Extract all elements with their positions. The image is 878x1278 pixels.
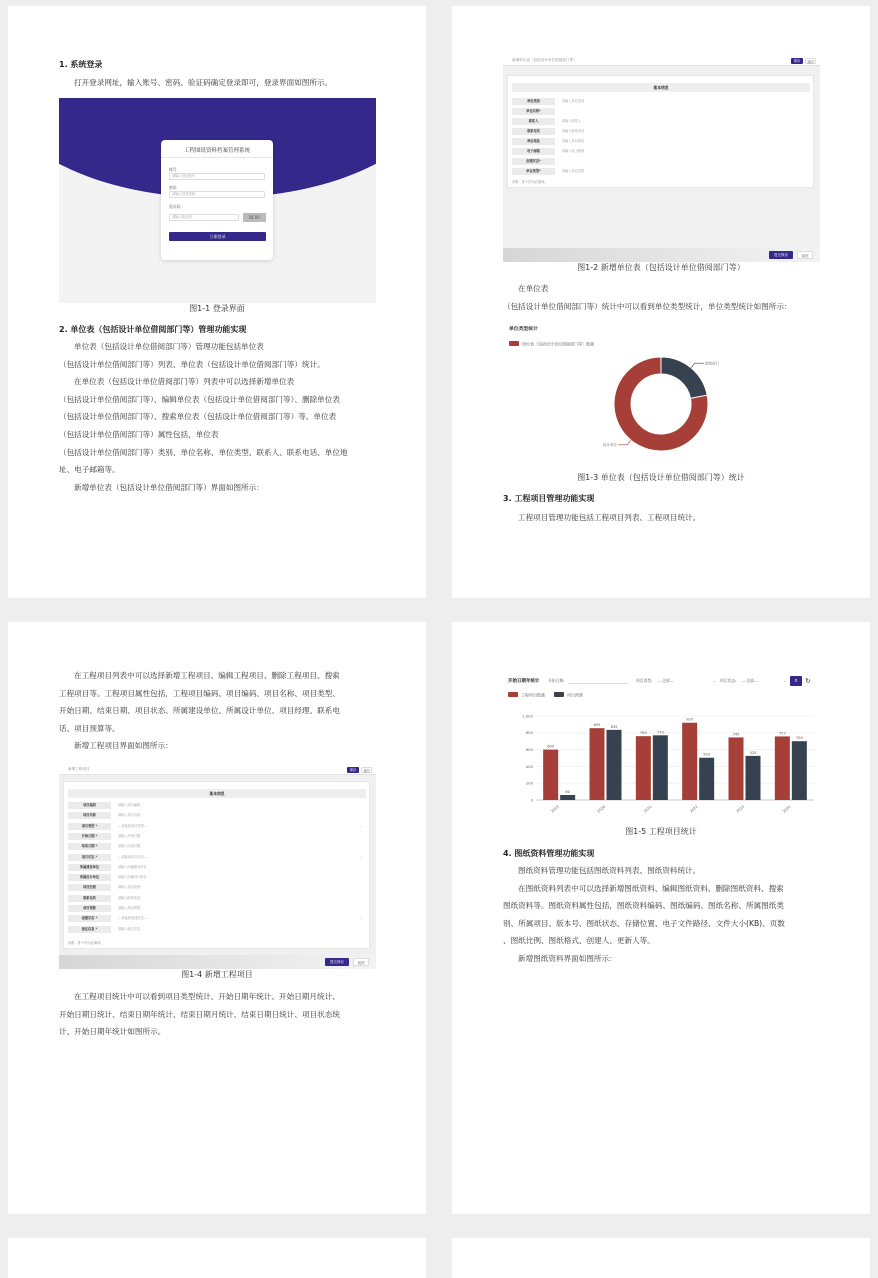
figure-1-4-caption: 图1-4 新增工程项目 (181, 970, 253, 979)
project-form-row-label: 结束日期 * (68, 843, 111, 850)
project-form-topbar (59, 765, 376, 775)
section-1-title: 1. 系统登录 (59, 60, 103, 69)
unit-type-pie-chart (503, 322, 820, 457)
bar-0-1 (590, 728, 605, 800)
unit-form-footer (503, 248, 820, 262)
bar-1-1 (607, 730, 622, 800)
bar-data-label: 770 (656, 730, 664, 735)
bar-legend-swatch-0 (508, 692, 518, 697)
project-form-row-input[interactable]: 请输入结束日期 (118, 844, 141, 849)
bar-legend-swatch-1 (554, 692, 564, 697)
search-icon[interactable]: ⌕ (790, 676, 802, 686)
stat-filter-bar (508, 676, 813, 688)
bar-1-0 (560, 795, 575, 800)
unit-form-topbar (503, 56, 820, 66)
filter-status-label: 项目状态: (720, 678, 737, 683)
project-intro-line: 话、项目预算等。 (59, 723, 120, 733)
y-tick-label: 200 (525, 780, 533, 786)
filter-type-select[interactable] (658, 678, 716, 684)
x-tick-label: 2023 (735, 804, 746, 814)
project-form-row-input[interactable]: 请输入联系电话 (118, 895, 141, 900)
login-title: 工程图纸资料档案管理系统 (183, 148, 250, 154)
section-4-title: 4. 图纸资料管理功能实现 (503, 849, 595, 858)
project-form-row-label: 所属建设单位 (68, 864, 111, 871)
unit-form-row (512, 158, 810, 165)
project-form-row-input[interactable]: ---请选择创建状态--- (118, 916, 148, 921)
unit-form-row-label: 创建状态* (512, 158, 555, 165)
unit-form-row (512, 138, 810, 145)
refresh-icon[interactable]: ↻ (805, 677, 811, 685)
document-page-3 (8, 622, 426, 1214)
bar-1-4 (746, 756, 761, 800)
project-form-back-button[interactable]: 返回 (361, 767, 372, 773)
unit-form-row-input[interactable]: 请输入单位地址 (562, 139, 585, 143)
unit-form-section-title: 基本信息 (512, 83, 810, 92)
figure-1-3-caption: 图1-3 单位表（包括设计单位借阅部门等）统计 (577, 473, 745, 482)
filter-date-label: 开始日期: (548, 678, 565, 683)
section-3-text: 工程项目管理功能包括工程项目列表、工程项目统计。 (518, 513, 701, 522)
bar-data-label: 855 (593, 723, 601, 728)
login-screenshot (59, 98, 376, 303)
captcha-input[interactable]: 请输入验证码 (169, 214, 239, 221)
bar-data-label: 920 (686, 717, 694, 722)
bar-1-2 (653, 735, 668, 800)
pie-label-line-0 (691, 363, 704, 368)
project-form-row-input[interactable]: 请输入项目经理 (118, 885, 141, 890)
project-form-row-label: 所属设计单位 (68, 874, 111, 881)
project-start-year-bar-chart (508, 690, 820, 820)
project-form-row-label: 项目类型 * (68, 823, 111, 830)
section-2-title: 2. 单位表（包括设计单位借阅部门等）管理功能实现 (59, 325, 247, 334)
project-form-row (68, 812, 366, 819)
filter-status-select[interactable] (742, 678, 786, 684)
section-2-line: 单位表（包括设计单位借阅部门等）管理功能包括单位表 (74, 342, 264, 351)
captcha-image[interactable]: BCXP (243, 213, 266, 222)
project-stat-line: 在工程项目统计中可以看到项目类型统计、开始日期年统计、开始日期月统计、 (74, 992, 340, 1001)
x-tick-label: 2022 (689, 804, 699, 814)
unit-form-row-label: 单位名称* (512, 108, 555, 115)
unit-form-return-button[interactable]: 返回 (797, 251, 813, 259)
unit-form-row-label: 单位类型* (512, 168, 555, 175)
project-form-row-label: 创建状态 * (68, 915, 111, 922)
document-page-6 (452, 1238, 870, 1278)
project-form-row-label: 联系电话 (68, 895, 111, 902)
project-form-screenshot (59, 765, 376, 969)
chevron-down-icon: ⌄ (712, 678, 716, 683)
unit-form-row (512, 148, 810, 155)
bar-data-label: 745 (732, 732, 740, 737)
pie-label-line-1 (618, 440, 631, 445)
password-input[interactable]: 请输入登录密码 (169, 191, 265, 198)
bar-1-5 (792, 741, 807, 800)
unit-form-row (512, 98, 810, 105)
project-form-row (68, 802, 366, 809)
unit-form-submit-button[interactable]: 提交保存 (769, 251, 793, 259)
project-form-row (68, 854, 366, 861)
x-tick-label: 2021 (642, 804, 653, 814)
drawing-intro-line: 新增图纸资料界面如图所示： (518, 953, 617, 963)
unit-form-row-input[interactable]: 请输入单位类型 (562, 169, 585, 173)
project-form-note: 说明：带 * 的为必填项。 (68, 941, 104, 945)
unit-stat-text: 在单位表 (518, 284, 549, 293)
bar-0-5 (775, 736, 790, 800)
project-form-row (68, 926, 366, 933)
stat-filter-title: 开始日期年统计 (508, 679, 540, 684)
bar-data-label: 503 (703, 752, 711, 757)
section-2-line: 址、电子邮箱等。 (59, 465, 120, 475)
bar-0-0 (543, 750, 558, 800)
x-tick-label: 2019 (550, 804, 560, 814)
project-form-row (68, 915, 366, 922)
project-form-row-input[interactable]: 请输入项目预算 (118, 906, 141, 910)
project-form-row-input[interactable]: 请输入项目名称 (118, 813, 141, 818)
document-page-5 (8, 1238, 426, 1278)
section-2-line: 在单位表（包括设计单位借阅部门等）列表中可以选择新增单位表 (74, 377, 295, 387)
project-form-row-input[interactable]: 请输入所属设计单位 (118, 875, 147, 880)
login-divider (161, 157, 273, 158)
figure-1-5-caption: 图1-5 工程项目统计 (625, 827, 697, 836)
filter-date-input[interactable] (568, 677, 628, 684)
section-2-line: （包括设计单位借阅部门等）属性包括，单位表 (59, 429, 219, 439)
project-form-row (68, 823, 366, 830)
project-form-footer (59, 955, 376, 969)
project-form-row (68, 833, 366, 840)
filter-type-value: ---全部--- (658, 678, 674, 683)
project-form-row-input[interactable]: 请输入备注信息 (118, 926, 141, 931)
x-tick-label: 2020 (596, 804, 607, 814)
drawing-intro-line: 在图纸资料列表中可以选择新增图纸资料、编辑图纸资料、删除图纸资料、搜索 (518, 883, 784, 893)
drawing-intro-line: 图纸资料等。图纸资料属性包括，图纸资料编码、图纸编码、图纸名称、所属图纸类 (503, 901, 784, 911)
figure-1-2-caption: 图1-2 新增单位表（包括设计单位借阅部门等） (577, 263, 745, 272)
project-stat-line: 开始日期日统计、结束日期年统计、结束日期月统计、结束日期日统计、项目状态统 (59, 1009, 340, 1019)
project-form-title: 新增工程项目 (68, 767, 90, 771)
unit-form-row-label: 单位类别 (512, 98, 555, 105)
bar-data-label: 757 (778, 731, 786, 736)
pie-chart-title: 单位类型统计 (509, 327, 538, 332)
figure-1-1-caption: 图1-1 登录界面 (189, 304, 245, 313)
project-form-row (68, 905, 366, 912)
unit-form-save-button[interactable]: 保存 (791, 58, 803, 64)
bar-0-4 (729, 737, 744, 800)
login-card (161, 140, 273, 260)
project-form-row-input[interactable]: ---请选择项目类型--- (118, 823, 148, 828)
project-form-row (68, 895, 366, 902)
y-tick-label: 400 (525, 763, 533, 769)
project-form-row-label: 项目经理 (68, 884, 111, 891)
project-form-row (68, 874, 366, 881)
account-label: 账号 (169, 167, 177, 172)
unit-form-row (512, 128, 810, 135)
unit-form-title: 新增单位表（包括设计单位借阅部门等） (512, 58, 577, 62)
project-form-row-label: 备注信息 * (68, 926, 111, 933)
y-tick-label: 600 (525, 747, 533, 752)
captcha-label: 验证码 (169, 204, 181, 209)
chevron-down-icon: ⌄ (359, 854, 362, 859)
unit-form-row-input[interactable]: 请输入联系人 (562, 119, 582, 123)
bar-data-label: 600 (547, 744, 555, 749)
account-input[interactable]: 请输入登录账号 (169, 173, 265, 180)
password-label: 密码 (169, 185, 177, 190)
unit-form-row-input[interactable]: 请输入电子邮箱 (562, 149, 585, 153)
filter-type-label: 项目类型: (636, 678, 653, 683)
unit-form-note: 说明：带 * 的为必填项。 (512, 180, 548, 184)
bar-legend-label-0: 工程项目数量 (521, 692, 545, 698)
project-form-return-button[interactable]: 返回 (353, 958, 369, 966)
bar-data-label: 700 (795, 736, 803, 741)
unit-form-row-label: 电子邮箱 (512, 148, 555, 155)
bar-data-label: 835 (610, 724, 618, 729)
project-form-save-button[interactable]: 保存 (347, 767, 359, 773)
bar-data-label: 525 (749, 750, 757, 755)
y-tick-label: 0 (530, 797, 533, 803)
project-form-row-label: 项目编码 (68, 802, 111, 809)
unit-form-row-label: 单位地址 (512, 138, 555, 145)
y-tick-label: 1,000 (522, 713, 533, 719)
chevron-down-icon: ⌄ (359, 916, 362, 921)
project-form-row-input[interactable]: 请输入项目编码 (118, 803, 141, 807)
unit-form-row-label: 联系电话 (512, 128, 555, 135)
project-form-submit-button[interactable]: 提交保存 (325, 958, 349, 966)
unit-form-back-button[interactable]: 返回 (805, 58, 816, 64)
project-intro-line: 新增工程项目界面如图所示： (74, 741, 173, 751)
document-page-2 (452, 6, 870, 598)
bar-0-3 (682, 723, 697, 800)
unit-form-card (507, 75, 814, 188)
pie-legend-swatch (509, 341, 519, 346)
project-form-section-title: 基本信息 (68, 789, 366, 798)
project-form-row (68, 884, 366, 891)
pie-legend-label: 单位表（包括设计单位借阅部门等）数量 (522, 341, 594, 347)
bar-legend-label-1: 项目预算 (567, 692, 583, 698)
x-tick-label: 2024 (781, 804, 792, 814)
project-intro-line: 在工程项目列表中可以选择新增工程项目、编辑工程项目、删除工程项目、搜索 (74, 671, 340, 680)
pie-slice-label-0: 借阅部门 (704, 361, 720, 366)
chevron-down-icon: ⌄ (359, 823, 362, 828)
project-form-row-label: 项目状态 * (68, 854, 111, 861)
section-3-title: 3. 工程项目管理功能实现 (503, 494, 595, 503)
unit-form-row-input[interactable]: 请输入联系电话 (562, 129, 585, 133)
project-form-row-label: 开始日期 * (68, 833, 111, 840)
unit-form-row (512, 168, 810, 175)
bar-data-label: 760 (639, 731, 647, 736)
unit-form-screenshot (503, 56, 820, 262)
unit-form-row (512, 118, 810, 125)
project-form-row-input[interactable]: 请输入所属建设单位 (118, 864, 147, 869)
y-tick-label: 800 (525, 730, 533, 736)
bar-0-2 (636, 736, 651, 800)
drawing-intro-line: 、图纸比例、图纸格式、创建人、更新人等。 (503, 936, 655, 946)
section-2-line: 新增单位表（包括设计单位借阅部门等）界面如图所示： (74, 482, 264, 492)
chevron-down-icon: ⌄ (782, 678, 786, 683)
section-1-text: 打开登录网址，输入账号、密码、验证码确定登录即可，登录界面如图所示。 (74, 78, 333, 87)
project-intro-line: 开始日期、结束日期、项目状态、所属建设单位、所属设计单位、项目经理、联系电 (59, 706, 340, 716)
project-form-row-input[interactable]: 请输入开始日期 (118, 833, 141, 838)
section-2-line: （包括设计单位借阅部门等）、编辑单位表（包括设计单位借阅部门等）、删除单位表 (59, 394, 340, 404)
filter-status-value: ---全部--- (742, 678, 758, 683)
drawing-intro-line: 别、所属项目、版本号、图纸状态、存储位置、电子文件路径、文件大小(KB)、页数 (503, 918, 785, 928)
project-form-row (68, 843, 366, 850)
project-form-row-input[interactable]: ---请选择项目状态--- (118, 854, 148, 859)
drawing-intro-line: 图纸资料管理功能包括图纸资料列表、图纸资料统计。 (518, 866, 701, 875)
bar-1-3 (699, 758, 714, 800)
section-2-line: （包括设计单位借阅部门等）、搜索单位表（包括设计单位借阅部门等）等。单位表 (59, 412, 337, 422)
section-2-line: （包括设计单位借阅部门等）列表、单位表（包括设计单位借阅部门等）统计。 (59, 359, 325, 369)
project-form-row (68, 864, 366, 871)
project-form-card (63, 781, 370, 949)
project-form-row-label: 项目预算 (68, 905, 111, 912)
section-2-line: （包括设计单位借阅部门等）类别、单位名称、单位类型、联系人、联系电话、单位地 (59, 447, 348, 457)
unit-form-row-label: 联系人 (512, 118, 555, 125)
project-stat-line: 计、开始日期年统计如图所示。 (59, 1027, 166, 1037)
bar-data-label: 60 (565, 789, 570, 794)
unit-stat-text: （包括设计单位借阅部门等）统计中可以看到单位类型统计，单位类型统计如图所示： (503, 301, 792, 311)
login-button[interactable]: 立即登录 (169, 232, 266, 241)
document-page-4 (452, 622, 870, 1214)
project-form-row-label: 项目名称 (68, 812, 111, 819)
document-page-1 (8, 6, 426, 598)
unit-form-row-input[interactable]: 请输入单位类别 (562, 99, 585, 103)
project-intro-line: 工程项目等。工程项目属性包括，工程项目编码、项目编码、项目名称、项目类型、 (59, 688, 340, 698)
unit-form-row (512, 108, 810, 115)
pie-slice-label-1: 设计单位 (602, 443, 618, 448)
